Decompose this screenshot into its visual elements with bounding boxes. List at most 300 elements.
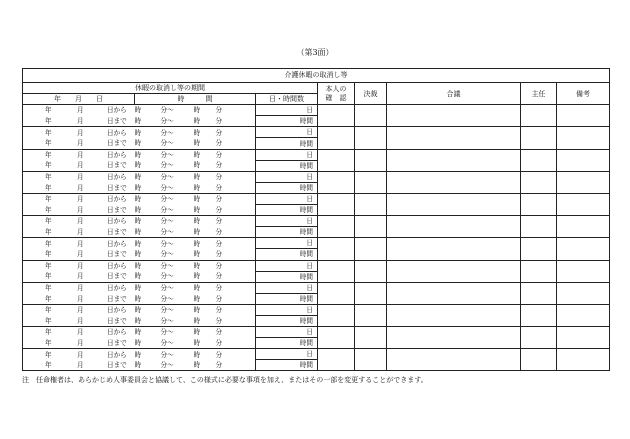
date-cell[interactable] [23,360,135,371]
table-row [23,127,610,138]
date-cell[interactable] [23,282,135,293]
date-cell[interactable] [23,171,135,182]
hour-to-label: 時 [193,117,201,126]
minute-from-label: 分〜 [160,161,174,170]
minute-to-label: 分 [215,306,223,315]
remarks-cell[interactable] [557,260,610,282]
time-cell[interactable] [135,249,256,260]
decision-cell[interactable] [355,260,387,282]
chief-cell[interactable] [521,327,557,349]
time-cell[interactable] [135,216,256,227]
table-row [23,171,610,182]
day-label: 日まで [107,272,127,281]
hour-to-label: 時 [193,250,201,259]
remarks-cell[interactable] [557,282,610,304]
time-cell[interactable] [135,116,256,127]
time-fields [135,294,256,304]
hour-from-label: 時 [134,161,142,170]
table-row [23,193,610,204]
month-label: 月 [77,283,84,292]
time-header-hour: 時 [177,95,185,104]
decision-cell[interactable] [355,149,387,171]
unit-cell[interactable]: 時間 [256,315,318,326]
time-fields [135,338,256,348]
minute-to-label: 分 [215,217,223,226]
year-label: 年 [45,338,52,347]
hour-to-label: 時 [193,106,201,115]
chief-header: 主任 [521,83,557,105]
self-confirm-cell[interactable] [318,127,355,149]
hour-to-label: 時 [193,139,201,148]
chief-cell[interactable] [521,127,557,149]
self-confirm-cell[interactable] [318,260,355,282]
date-cell[interactable] [23,116,135,127]
decision-cell[interactable] [355,282,387,304]
time-cell[interactable] [135,304,256,315]
remarks-cell[interactable] [557,171,610,193]
hour-from-label: 時 [134,183,142,192]
self-confirm-cell[interactable] [318,216,355,238]
hour-from-label: 時 [134,205,142,214]
time-cell[interactable] [135,360,256,371]
unit-cell[interactable]: 日 [256,193,318,204]
table-row [23,105,610,116]
decision-cell[interactable] [355,327,387,349]
time-cell[interactable] [135,293,256,304]
date-header-month: 月 [75,95,82,104]
period-header: 休暇の取消し等の期間 [23,83,318,94]
date-fields [23,172,135,182]
hour-from-label: 時 [134,195,142,204]
minute-to-label: 分 [215,128,223,137]
date-fields [23,194,135,204]
decision-cell[interactable] [355,127,387,149]
hour-from-label: 時 [134,306,142,315]
hour-to-label: 時 [193,173,201,182]
unit-cell[interactable]: 日 [256,149,318,160]
hour-from-label: 時 [134,106,142,115]
date-cell[interactable] [23,227,135,238]
hour-to-label: 時 [193,183,201,192]
minute-to-label: 分 [215,250,223,259]
date-cell[interactable] [23,304,135,315]
consult-cell[interactable] [387,216,521,238]
time-fields [135,316,256,326]
date-cell[interactable] [23,216,135,227]
time-cell[interactable] [135,227,256,238]
unit-cell[interactable]: 時間 [256,182,318,193]
self-confirm-cell[interactable] [318,304,355,326]
month-label: 月 [77,228,84,237]
unit-cell[interactable]: 日 [256,349,318,360]
time-cell[interactable] [135,193,256,204]
month-label: 月 [77,272,84,281]
month-label: 月 [77,139,84,148]
minute-from-label: 分〜 [160,183,174,192]
remarks-cell[interactable] [557,304,610,326]
time-cell[interactable] [135,171,256,182]
time-fields [135,271,256,281]
year-label: 年 [45,205,52,214]
year-label: 年 [45,106,52,115]
consult-cell[interactable] [387,149,521,171]
minute-to-label: 分 [215,350,223,359]
date-cell[interactable] [23,249,135,260]
time-cell[interactable] [135,105,256,116]
minute-to-label: 分 [215,239,223,248]
hour-from-label: 時 [134,250,142,259]
decision-cell[interactable] [355,349,387,371]
consult-cell[interactable] [387,127,521,149]
minute-from-label: 分〜 [160,328,174,337]
day-label: 日まで [107,139,127,148]
year-label: 年 [45,283,52,292]
remarks-cell[interactable] [557,149,610,171]
date-cell[interactable] [23,193,135,204]
date-fields [23,239,135,249]
day-label: 日から [107,350,127,359]
day-label: 日から [107,261,127,270]
day-label: 日から [107,106,127,115]
month-label: 月 [77,261,84,270]
table-row [23,327,610,338]
time-cell[interactable] [135,238,256,249]
unit-cell[interactable]: 時間 [256,116,318,127]
remarks-cell[interactable] [557,238,610,260]
month-label: 月 [77,217,84,226]
year-label: 年 [45,316,52,325]
self-confirm-line1: 本人の [325,84,347,93]
decision-cell[interactable] [355,304,387,326]
minute-from-label: 分〜 [160,283,174,292]
consult-cell[interactable] [387,171,521,193]
hour-to-label: 時 [193,128,201,137]
unit-cell[interactable]: 時間 [256,205,318,216]
minute-from-label: 分〜 [160,139,174,148]
year-label: 年 [45,161,52,170]
time-cell[interactable] [135,315,256,326]
minute-from-label: 分〜 [160,250,174,259]
hour-to-label: 時 [193,239,201,248]
year-label: 年 [45,183,52,192]
unit-header: 日・時間数 [256,94,318,105]
date-cell[interactable] [23,182,135,193]
time-cell[interactable] [135,160,256,171]
decision-cell[interactable] [355,171,387,193]
minute-from-label: 分〜 [160,117,174,126]
minute-to-label: 分 [215,183,223,192]
consult-header: 合議 [387,83,521,105]
month-label: 月 [77,161,84,170]
self-confirm-cell[interactable] [318,282,355,304]
unit-cell[interactable]: 日 [256,105,318,116]
hour-from-label: 時 [134,338,142,347]
consult-cell[interactable] [387,282,521,304]
hour-from-label: 時 [134,294,142,303]
date-cell[interactable] [23,127,135,138]
date-cell[interactable] [23,327,135,338]
month-label: 月 [77,173,84,182]
chief-cell[interactable] [521,238,557,260]
decision-header: 決裁 [355,83,387,105]
date-cell[interactable] [23,160,135,171]
date-cell[interactable] [23,238,135,249]
decision-cell[interactable] [355,216,387,238]
time-fields [135,227,256,237]
unit-cell[interactable]: 時間 [256,160,318,171]
hour-from-label: 時 [134,239,142,248]
self-confirm-cell[interactable] [318,327,355,349]
unit-cell[interactable]: 日 [256,238,318,249]
date-cell[interactable] [23,338,135,349]
chief-cell[interactable] [521,304,557,326]
date-cell[interactable] [23,138,135,149]
date-cell[interactable] [23,271,135,282]
year-label: 年 [45,272,52,281]
time-fields [135,116,256,126]
unit-cell[interactable]: 時間 [256,138,318,149]
time-fields [135,216,256,226]
day-label: 日から [107,306,127,315]
table-row [23,304,610,315]
time-cell[interactable] [135,205,256,216]
consult-cell[interactable] [387,327,521,349]
consult-cell[interactable] [387,304,521,326]
unit-cell[interactable]: 日 [256,216,318,227]
unit-cell[interactable]: 時間 [256,271,318,282]
date-fields [23,216,135,226]
month-label: 月 [77,294,84,303]
time-cell[interactable] [135,271,256,282]
date-fields [23,316,135,326]
minute-to-label: 分 [215,228,223,237]
table-row [23,349,610,360]
month-label: 月 [77,117,84,126]
hour-from-label: 時 [134,128,142,137]
time-fields [135,327,256,337]
hour-to-label: 時 [193,316,201,325]
day-label: 日まで [107,316,127,325]
chief-cell[interactable] [521,171,557,193]
minute-from-label: 分〜 [160,228,174,237]
hour-to-label: 時 [193,195,201,204]
time-cell[interactable] [135,327,256,338]
date-cell[interactable] [23,205,135,216]
hour-to-label: 時 [193,294,201,303]
month-label: 月 [77,195,84,204]
minute-from-label: 分〜 [160,173,174,182]
minute-from-label: 分〜 [160,205,174,214]
day-label: 日まで [107,161,127,170]
unit-cell[interactable]: 日 [256,282,318,293]
date-fields [23,205,135,215]
time-cell[interactable] [135,260,256,271]
consult-cell[interactable] [387,105,521,127]
date-fields [23,183,135,193]
year-label: 年 [45,361,52,370]
remarks-cell[interactable] [557,327,610,349]
day-label: 日から [107,173,127,182]
remarks-cell[interactable] [557,193,610,215]
day-label: 日まで [107,228,127,237]
hour-to-label: 時 [193,283,201,292]
minute-from-label: 分〜 [160,361,174,370]
self-confirm-cell[interactable] [318,193,355,215]
chief-cell[interactable] [521,149,557,171]
hour-to-label: 時 [193,350,201,359]
unit-cell[interactable]: 日 [256,171,318,182]
unit-cell[interactable]: 時間 [256,360,318,371]
remarks-cell[interactable] [557,105,610,127]
self-confirm-cell[interactable] [318,171,355,193]
date-fields [23,360,135,370]
year-label: 年 [45,261,52,270]
time-fields [135,172,256,182]
decision-cell[interactable] [355,193,387,215]
minute-from-label: 分〜 [160,316,174,325]
time-header [135,94,256,105]
day-label: 日から [107,128,127,137]
minute-from-label: 分〜 [160,128,174,137]
date-fields [23,294,135,304]
chief-cell[interactable] [521,260,557,282]
consult-cell[interactable] [387,238,521,260]
time-fields [135,128,256,138]
chief-cell[interactable] [521,105,557,127]
hour-from-label: 時 [134,228,142,237]
minute-from-label: 分〜 [160,150,174,159]
time-cell[interactable] [135,127,256,138]
date-fields [23,116,135,126]
unit-cell[interactable]: 時間 [256,227,318,238]
minute-from-label: 分〜 [160,217,174,226]
year-label: 年 [45,306,52,315]
year-label: 年 [45,173,52,182]
decision-cell[interactable] [355,105,387,127]
hour-to-label: 時 [193,161,201,170]
month-label: 月 [77,361,84,370]
unit-cell[interactable]: 日 [256,327,318,338]
year-label: 年 [45,239,52,248]
day-label: 日まで [107,205,127,214]
consult-cell[interactable] [387,349,521,371]
time-fields [135,150,256,160]
unit-cell[interactable]: 日 [256,260,318,271]
time-fields [135,283,256,293]
minute-to-label: 分 [215,294,223,303]
remarks-cell[interactable] [557,127,610,149]
self-confirm-cell[interactable] [318,238,355,260]
day-label: 日まで [107,338,127,347]
minute-to-label: 分 [215,161,223,170]
unit-cell[interactable]: 時間 [256,249,318,260]
time-cell[interactable] [135,149,256,160]
month-label: 月 [77,306,84,315]
table-row [23,282,610,293]
month-label: 月 [77,239,84,248]
time-fields [135,205,256,215]
date-fields [23,338,135,348]
time-fields [135,249,256,259]
month-label: 月 [77,350,84,359]
hour-from-label: 時 [134,361,142,370]
chief-cell[interactable] [521,349,557,371]
day-label: 日から [107,195,127,204]
time-fields [135,239,256,249]
remarks-cell[interactable] [557,216,610,238]
table-row [23,149,610,160]
date-cell[interactable] [23,149,135,160]
date-cell[interactable] [23,349,135,360]
consult-cell[interactable] [387,193,521,215]
hour-to-label: 時 [193,228,201,237]
day-label: 日から [107,217,127,226]
hour-to-label: 時 [193,205,201,214]
day-label: 日から [107,150,127,159]
minute-to-label: 分 [215,150,223,159]
date-cell[interactable] [23,260,135,271]
day-label: 日から [107,239,127,248]
time-cell[interactable] [135,138,256,149]
minute-to-label: 分 [215,173,223,182]
time-fields [135,194,256,204]
time-cell[interactable] [135,282,256,293]
unit-cell[interactable]: 日 [256,304,318,315]
day-label: 日まで [107,117,127,126]
hour-to-label: 時 [193,150,201,159]
minute-to-label: 分 [215,361,223,370]
self-confirm-cell[interactable] [318,105,355,127]
minute-to-label: 分 [215,106,223,115]
date-cell[interactable] [23,105,135,116]
month-label: 月 [77,338,84,347]
table-row [23,216,610,227]
date-fields [23,227,135,237]
self-confirm-cell[interactable] [318,149,355,171]
day-label: 日まで [107,361,127,370]
time-cell[interactable] [135,338,256,349]
date-fields [23,160,135,170]
table-row [23,238,610,249]
unit-cell[interactable]: 時間 [256,293,318,304]
decision-cell[interactable] [355,238,387,260]
date-cell[interactable] [23,315,135,326]
time-cell[interactable] [135,182,256,193]
year-label: 年 [45,195,52,204]
day-label: 日まで [107,250,127,259]
time-fields [135,160,256,170]
time-cell[interactable] [135,349,256,360]
remarks-header: 備考 [557,83,610,105]
date-fields [23,327,135,337]
chief-cell[interactable] [521,193,557,215]
self-confirm-cell[interactable] [318,349,355,371]
chief-cell[interactable] [521,216,557,238]
hour-to-label: 時 [193,217,201,226]
day-label: 日から [107,283,127,292]
remarks-cell[interactable] [557,349,610,371]
year-label: 年 [45,228,52,237]
date-fields [23,138,135,148]
unit-cell[interactable]: 時間 [256,338,318,349]
unit-cell[interactable]: 日 [256,127,318,138]
date-fields [23,283,135,293]
chief-cell[interactable] [521,282,557,304]
date-header [23,94,135,105]
consult-cell[interactable] [387,260,521,282]
hour-to-label: 時 [193,261,201,270]
date-cell[interactable] [23,293,135,304]
